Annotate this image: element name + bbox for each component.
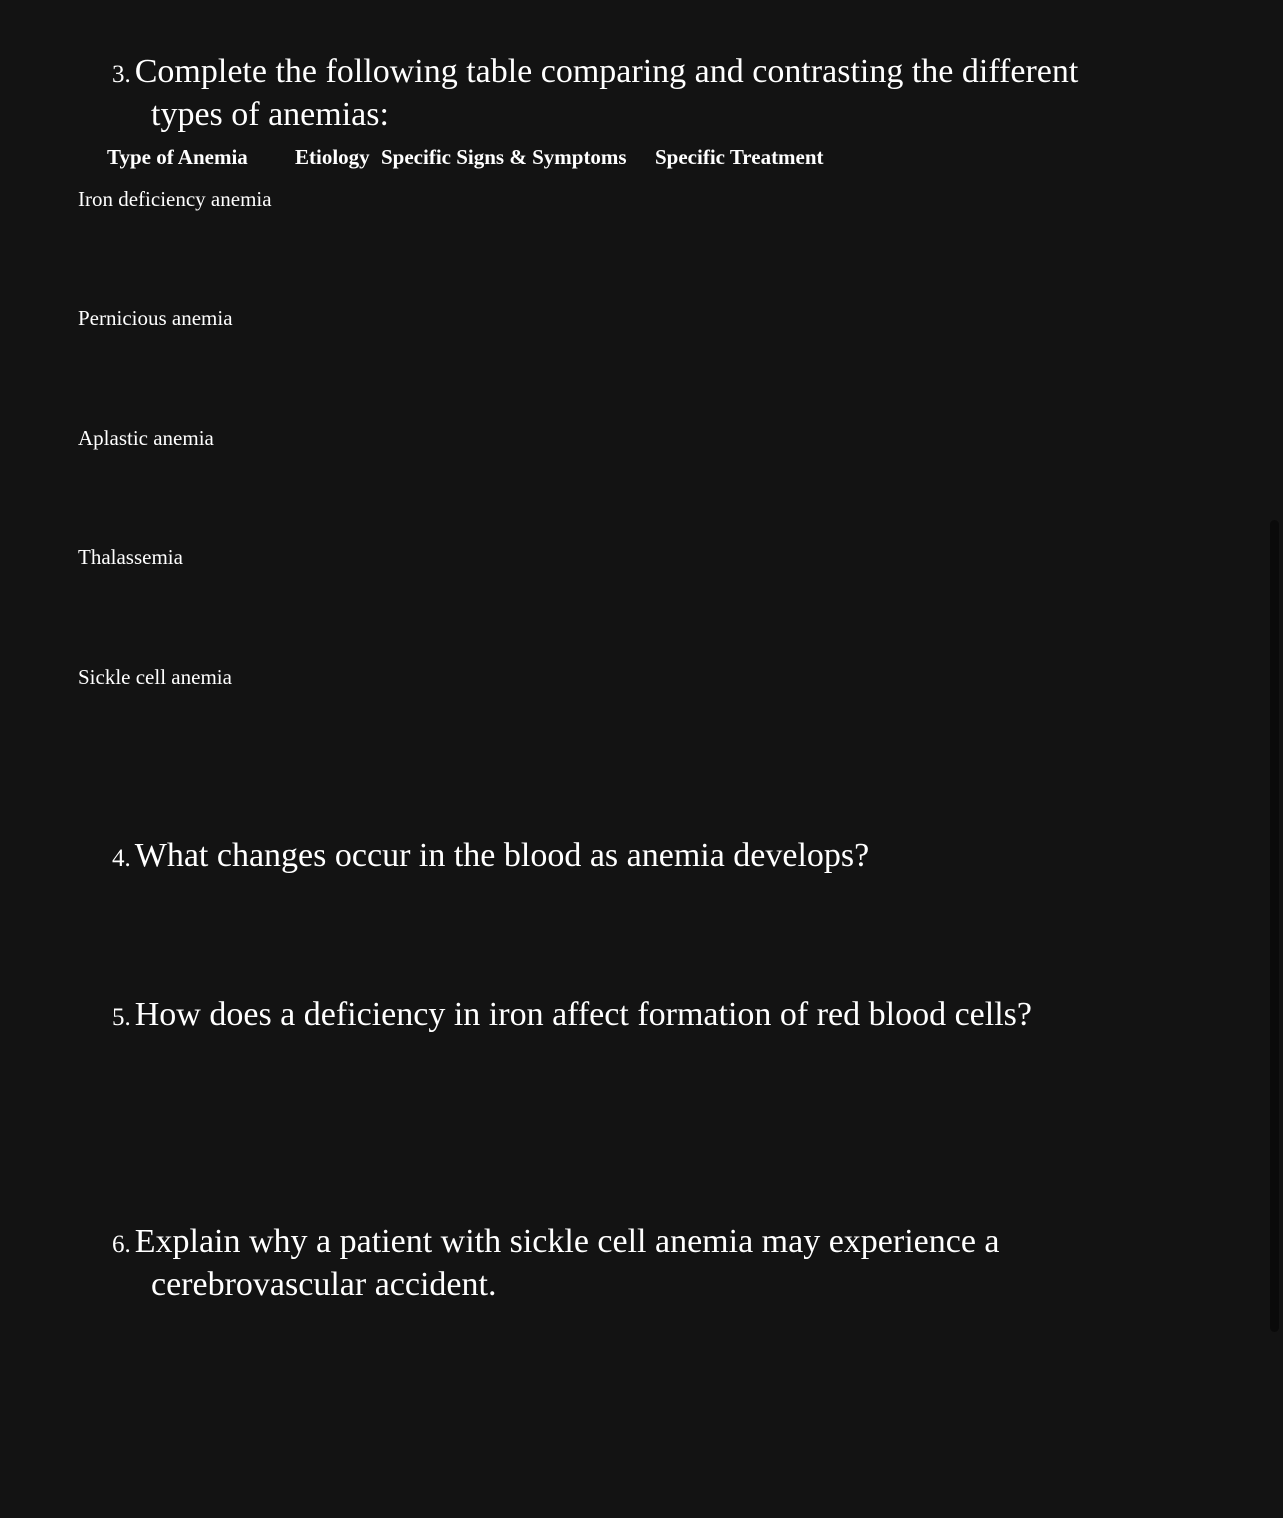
question-5	[112, 995, 1162, 1038]
header-type-of-anemia: Type of Anemia	[107, 145, 248, 169]
question-number: 5.	[112, 1004, 131, 1031]
question-number: 3.	[112, 61, 131, 88]
question-text-line1: Complete the following table comparing and contrasting the different	[134, 53, 1079, 90]
row-thalassemia: Thalassemia	[78, 545, 183, 569]
row-aplastic-anemia: Aplastic anemia	[78, 426, 214, 450]
header-etiology: Etiology	[295, 145, 370, 169]
question-6	[112, 1222, 1162, 1305]
header-signs-symptoms: Specific Signs & Symptoms	[381, 145, 627, 169]
question-number: 6.	[112, 1231, 131, 1258]
header-treatment: Specific Treatment	[655, 145, 824, 169]
question-3	[112, 52, 1162, 135]
row-iron-deficiency-anemia: Iron deficiency anemia	[78, 187, 272, 211]
question-text-line2: types of anemias:	[151, 96, 389, 133]
vertical-scrollbar[interactable]	[1270, 520, 1279, 1332]
question-text-line1: What changes occur in the blood as anemia develops?	[134, 837, 870, 874]
row-sickle-cell-anemia: Sickle cell anemia	[78, 665, 232, 689]
question-number: 4.	[112, 845, 131, 872]
question-text-line1: Explain why a patient with sickle cell anemia may experience a	[134, 1223, 1000, 1260]
question-text-line2: cerebrovascular accident.	[151, 1266, 497, 1303]
question-4	[112, 836, 1162, 879]
question-text-line1: How does a deficiency in iron affect formation of red blood cells?	[134, 996, 1032, 1033]
row-pernicious-anemia: Pernicious anemia	[78, 306, 233, 330]
